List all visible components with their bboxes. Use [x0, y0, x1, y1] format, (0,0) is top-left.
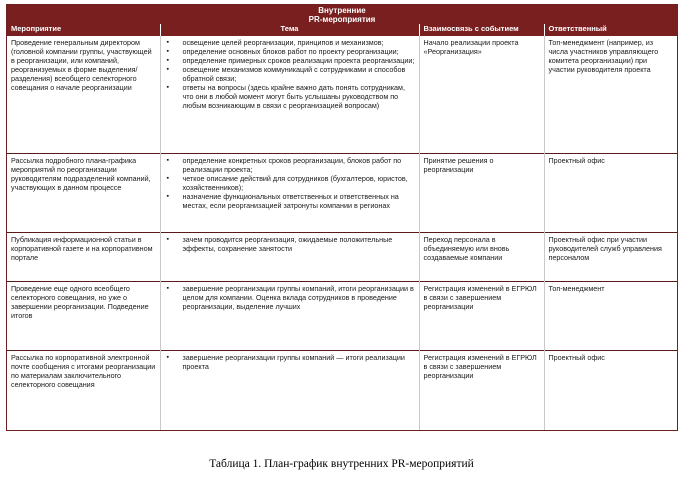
table-row [7, 350, 677, 430]
responsible-cell: Проектный офис при участии руководителей служб управления персоналом [544, 232, 677, 281]
table-row [7, 153, 677, 232]
table-row [7, 281, 677, 350]
banner-line-1: Внутренние [318, 6, 366, 15]
event-cell: Рассылка подробного плана-графика мероприятий по реорганизации руководителям подразделений компаний, участвующих в данном процессе [7, 153, 160, 232]
topic-item: ▪ освещение механизмов коммуникаций с сотрудниками и способов обратной связи; [165, 65, 415, 83]
topic-item: ▪ определение конкретных сроков реорганизации, блоков работ по реализации проекта; [165, 156, 415, 174]
topic-cell [160, 36, 419, 153]
relation-cell: Регистрация изменений в ЕГРЮЛ в связи с завершением реорганизации [419, 281, 544, 350]
responsible-cell: Проектный офис [544, 153, 677, 232]
column-header-relation: Взаимосвязь с событием [419, 24, 544, 36]
relation-cell: Принятие решения о реорганизации [419, 153, 544, 232]
topic-item: ▪ завершение реорганизации группы компаний — итоги реализации проекта [165, 353, 415, 371]
column-header-event: Мероприятие [7, 24, 160, 36]
event-cell: Проведение генеральным директором (головной компании группы, участвующей в реорганизации, или компаний, реорганизуемых в форме выделения/разделения) всеобщего селекторного совещания о начале реорганизации [11, 38, 152, 92]
topic-item: ▪ определение основных блоков работ по проекту реорганизации; [165, 47, 415, 56]
event-cell: Рассылка по корпоративной электронной почте сообщения с итогами реорганизации по материалам заключительного селекторного совещания [7, 350, 160, 430]
column-header-topic: Тема [160, 24, 419, 36]
table-row [7, 36, 677, 153]
topic-cell [160, 350, 419, 430]
topic-item: ▪ назначение функциональных ответственных и ответственных на местах, если реорганизацией затронуты компании в регионах [165, 192, 415, 210]
topic-item: ▪ завершение реорганизации группы компаний, итоги реорганизации в целом для компании. Оценка вклада сотрудников в проведение реорганизации, выделение лучших [165, 284, 415, 311]
responsible-cell: Топ-менеджмент [544, 281, 677, 350]
banner-line-2: PR-мероприятия [308, 15, 376, 24]
pr-events-table [6, 4, 678, 431]
event-cell: Публикация информационной статьи в корпоративной газете и на корпоративном портале [7, 232, 160, 281]
topic-item: ▪ определение примерных сроков реализации проекта реорганизации; [165, 56, 415, 65]
topic-item: ▪ ответы на вопросы (здесь крайне важно дать понять сотрудникам, что они в любой момент могут быть услышаны руководством по любым возникающим в связи с реорганизацией вопросам) [165, 83, 415, 110]
topic-cell [160, 153, 419, 232]
topic-item: ▪ зачем проводится реорганизация, ожидаемые положительные эффекты, сохранение занятости [165, 235, 415, 253]
relation-cell: Начало реализации проекта «Реорганизация» [419, 36, 544, 153]
relation-cell: Регистрация изменений в ЕГРЮЛ в связи с завершением реорганизации [419, 350, 544, 430]
column-header-responsible: Ответственный [544, 24, 677, 36]
topic-cell [160, 232, 419, 281]
table-row [7, 232, 677, 281]
table-banner [7, 5, 677, 24]
relation-cell: Переход персонала в объединяемую или вновь создаваемые компании [419, 232, 544, 281]
header-row [7, 24, 677, 36]
responsible-cell: Проектный офис [544, 350, 677, 430]
responsible-cell: Топ-менеджмент (например, из числа участников управляющего комитета реорганизации) при участии руководителя проекта [544, 36, 677, 153]
event-cell: Проведение еще одного всеобщего селекторного совещания, но уже о завершении реорганизации. Подведение итогов [7, 281, 160, 350]
table-caption: Таблица 1. План-график внутренних PR-мероприятий [209, 458, 474, 470]
topic-cell [160, 281, 419, 350]
topic-item: ▪ освещение целей реорганизации, принципов и механизмов; [165, 38, 415, 47]
topic-item: ▪ четкое описание действий для сотрудников (бухгалтеров, юристов, хозяйственников); [165, 174, 415, 192]
